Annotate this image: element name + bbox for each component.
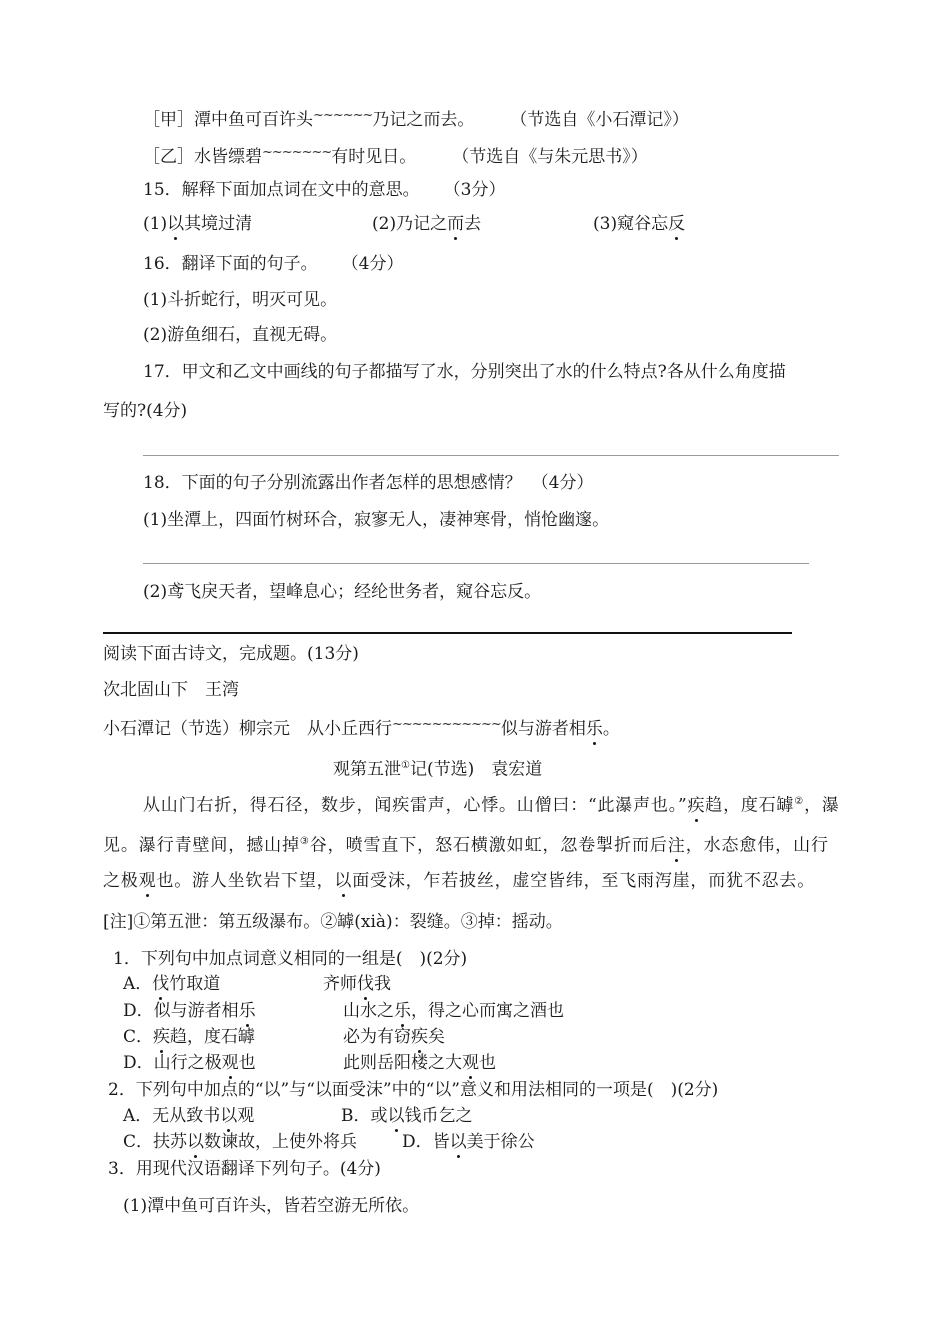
source-note: （节选自《与朱元思书》） bbox=[452, 147, 648, 167]
mc1-stem: 1．下列句中加点词意义相同的一组是( )(2分) bbox=[113, 949, 468, 969]
question-16-stem: 16．翻译下面的句子。 （4分） bbox=[143, 254, 404, 274]
essay-note: [注]①第五泄：第五级瀑布。②罅(xià)：裂缝。③掉：摇动。 bbox=[103, 912, 563, 932]
question-17-line-2: 写的?(4分) bbox=[103, 401, 188, 421]
excerpt-line: 小石潭记（节选）柳宗元 从小丘西行~~~~~~~~~~~似与游者相乐。 bbox=[103, 713, 620, 741]
question-15-stem: 15．解释下面加点词在文中的意思。 （3分） bbox=[143, 180, 506, 200]
mc2-option-d[interactable]: D．皆以美于徐公 bbox=[402, 1132, 535, 1152]
question-18-stem: 18．下面的句子分别流露出作者怎样的思想感情？ （4分） bbox=[143, 473, 594, 493]
mc1-option-a-right: 齐师伐我 bbox=[323, 974, 391, 994]
wavy-underline: ~~~~~~~~~~~ bbox=[392, 717, 501, 732]
mc2-stem: 2．下列句中加点的“以”与“以面受沫”中的“以”意义和用法相同的一项是( )(2分) bbox=[108, 1080, 719, 1100]
mc1-option-a[interactable]: A．伐竹取道 bbox=[123, 974, 221, 994]
mc1-option-d-second-right: 此则岳阳楼之大观也 bbox=[343, 1053, 496, 1073]
essay-paragraph-line-3: 之极观也。游人坐钦岩下望，以面受沫，乍若披丝，虚空皆纬，至飞雨泻崖，而犹不忍去。 bbox=[103, 871, 816, 891]
essay-paragraph-line-1: 从山门右折，得石径，数步，闻疾雷声，心悸。山僧曰：“此瀑声也。”疾趋，度石罅②，瀑 bbox=[143, 795, 840, 816]
mc3-sentence-1: (1)潭中鱼可百许头，皆若空游无所依。 bbox=[123, 1196, 420, 1216]
source-note: （节选自《小石潭记》） bbox=[510, 110, 689, 130]
mc2-option-b[interactable]: B．或以钱币乞之 bbox=[341, 1106, 473, 1126]
mc1-option-c[interactable]: C．疾趋，度石罅 bbox=[123, 1027, 256, 1047]
question-18-sentence-2: (2)鸢飞戾天者，望峰息心；经纶世务者，窥谷忘反。 bbox=[143, 582, 542, 602]
answer-line bbox=[143, 455, 839, 456]
essay-paragraph-line-2: 见。瀑行青壁间，撼山掉③谷，喷雪直下，怒石横激如虹，忽卷掣折而后注，水态愈伟，山行 bbox=[103, 835, 829, 856]
mc2-option-a[interactable]: A．无从致书以观 bbox=[123, 1106, 255, 1126]
mc2-option-c[interactable]: C．扶苏以数谏故，上使外将兵 bbox=[123, 1132, 358, 1152]
answer-line bbox=[143, 563, 809, 564]
passage-yi: ［乙］水皆缥碧~~~~~~~有时见日。 （节选自《与朱元思书》） bbox=[143, 141, 648, 169]
question-15-item-1: (1)以其境过清 bbox=[143, 214, 253, 234]
mc1-option-c-right: 必为有窃疾矣 bbox=[343, 1027, 445, 1047]
question-16-sentence-2: (2)游鱼细石，直视无碍。 bbox=[143, 325, 338, 345]
wavy-underline: ~~~~~~~ bbox=[262, 145, 332, 160]
wavy-underline: ~~~~~~ bbox=[313, 108, 373, 123]
passage-jia: ［甲］潭中鱼可百许头~~~~~~乃记之而去。 （节选自《小石潭记》） bbox=[143, 104, 689, 132]
poem-title: 次北固山下 王湾 bbox=[103, 680, 239, 700]
question-15-item-3: (3)窥谷忘反 bbox=[593, 214, 686, 234]
question-16-sentence-1: (1)斗折蛇行，明灭可见。 bbox=[143, 290, 338, 310]
section-intro: 阅读下面古诗文，完成题。(13分) bbox=[103, 644, 359, 664]
section-divider bbox=[103, 632, 792, 634]
question-17-line-1: 17．甲文和乙文中画线的句子都描写了水，分别突出了水的什么特点?各从什么角度描 bbox=[143, 362, 786, 382]
mc1-option-d-first-right: 山水之乐，得之心而寓之酒也 bbox=[343, 1001, 564, 1021]
question-15-item-2: (2)乃记之而去 bbox=[372, 214, 482, 234]
mc1-option-d-second[interactable]: D．山行之极观也 bbox=[123, 1053, 256, 1073]
question-18-sentence-1: (1)坐潭上，四面竹树环合，寂寥无人，凄神寒骨，悄怆幽邃。 bbox=[143, 510, 610, 530]
mc1-option-d-first[interactable]: D．似与游者相乐 bbox=[123, 1001, 256, 1021]
mc3-stem: 3．用现代汉语翻译下列句子。(4分) bbox=[108, 1159, 381, 1179]
essay-title: 观第五泄①记(节选) 袁宏道 bbox=[333, 759, 543, 780]
